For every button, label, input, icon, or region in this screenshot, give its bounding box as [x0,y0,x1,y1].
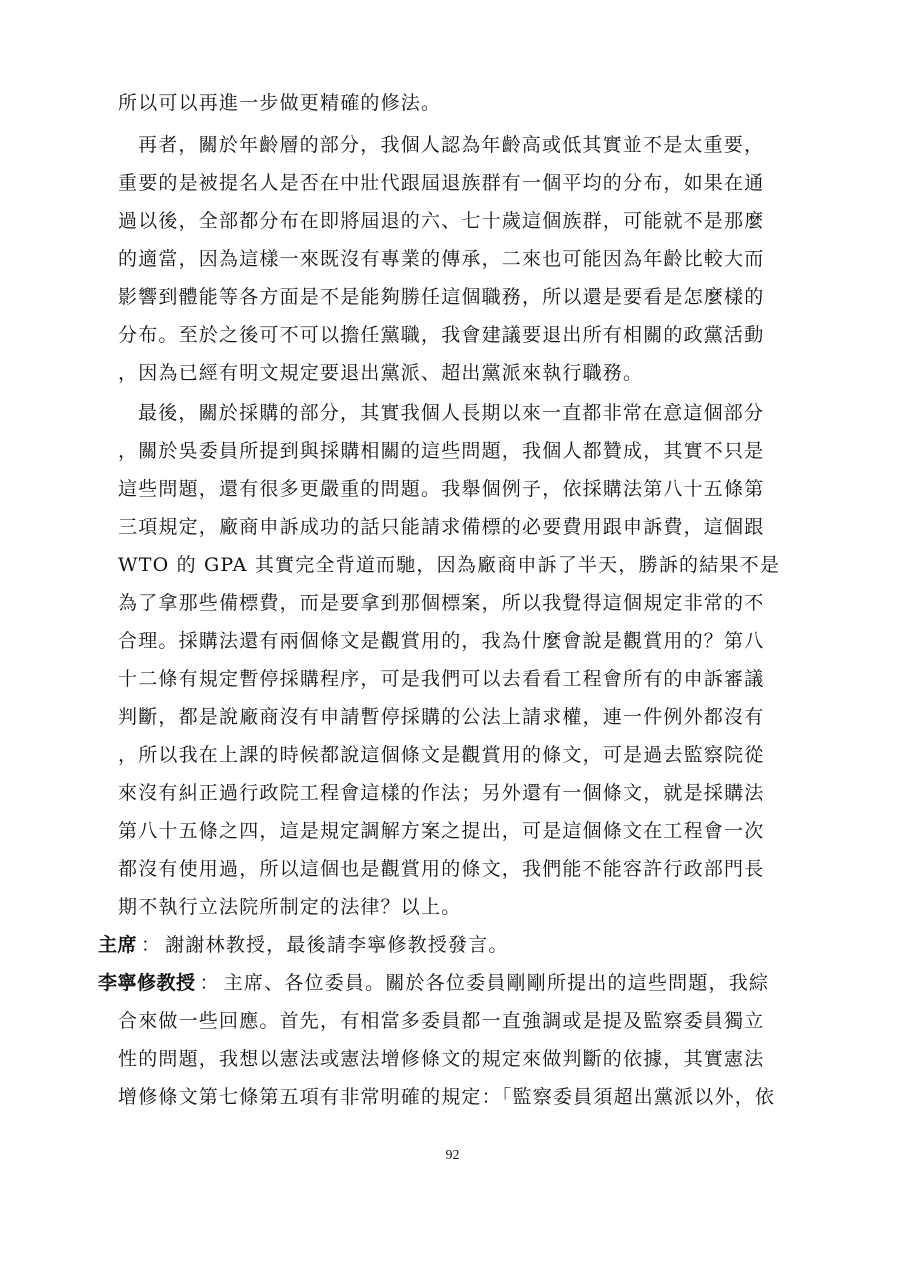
speaker-separator: ： [141,934,162,956]
text-line: 合來做一些回應。首先，有相當多委員都一直強調或是提及監察委員獨立 [118,1010,765,1032]
text-line: 影響到體能等各方面是不是能夠勝任這個職務，所以還是要看是怎麼樣的 [118,286,765,308]
text-line: 的適當，因為這樣一來既沒有專業的傳承，二來也可能因為年齡比較大而 [118,248,765,270]
text-line: 期不執行立法院所制定的法律？以上。 [118,896,462,918]
speaker-name: 主席 [98,934,138,956]
text-line: WTO 的 GPA 其實完全背道而馳，因為廠商申訴了半天，勝訴的結果不是 [118,554,781,576]
text-line: 都沒有使用過，所以這個也是觀賞用的條文，我們能不能容許行政部門長 [118,858,765,880]
page-number: 92 [445,1148,460,1163]
statement-text: 主席、各位委員。關於各位委員剛剛所提出的這些問題，我綜 [223,972,770,994]
speaker-separator: ： [199,972,220,994]
text-line: 最後，關於採購的部分，其實我個人長期以來一直都非常在意這個部分 [138,402,765,424]
text-line: 過以後，全部都分布在即將屆退的六、七十歲這個族群，可能就不是那麼 [118,210,765,232]
text-line: ，關於吳委員所提到與採購相關的這些問題，我個人都贊成，其實不只是 [118,440,765,462]
text-line: 判斷，都是說廠商沒有申請暫停採購的公法上請求權，連一件例外都沒有 [118,706,765,728]
text-line: 所以可以再進一步做更精確的修法。 [118,92,442,114]
text-line: 重要的是被提名人是否在中壯代跟屆退族群有一個平均的分布，如果在通 [118,172,765,194]
text-line: 為了拿那些備標費，而是要拿到那個標案，所以我覺得這個規定非常的不 [118,592,765,614]
text-line: 三項規定，廠商申訴成功的話只能請求備標的必要費用跟申訴費，這個跟 [118,516,765,538]
text-line: 增修條文第七條第五項有非常明確的規定：「監察委員須超出黨派以外，依 [118,1086,776,1108]
chair-statement [98,932,509,958]
speaker-statement [98,970,769,996]
text-line: 分布。至於之後可不可以擔任黨職，我會建議要退出所有相關的政黨活動 [118,324,765,346]
text-line: ，所以我在上課的時候都說這個條文是觀賞用的條文，可是過去監察院從 [118,744,765,766]
text-line: 這些問題，還有很多更嚴重的問題。我舉個例子，依採購法第八十五條第 [118,478,765,500]
text-line: ，因為已經有明文規定要退出黨派、超出黨派來執行職務。 [118,362,644,384]
text-line: 性的問題，我想以憲法或憲法增修條文的規定來做判斷的依據，其實憲法 [118,1048,765,1070]
text-line: 合理。採購法還有兩個條文是觀賞用的，我為什麼會說是觀賞用的？第八 [118,630,765,652]
speaker-name: 李寧修教授 [98,972,196,994]
text-line: 第八十五條之四，這是規定調解方案之提出，可是這個條文在工程會一次 [118,820,765,842]
text-line: 十二條有規定暫停採購程序，可是我們可以去看看工程會所有的申訴審議 [118,668,765,690]
statement-text: 謝謝林教授，最後請李寧修教授發言。 [165,934,509,956]
text-line: 來沒有糾正過行政院工程會這樣的作法；另外還有一個條文，就是採購法 [118,782,765,804]
text-line: 再者，關於年齡層的部分，我個人認為年齡高或低其實並不是太重要， [138,134,765,156]
